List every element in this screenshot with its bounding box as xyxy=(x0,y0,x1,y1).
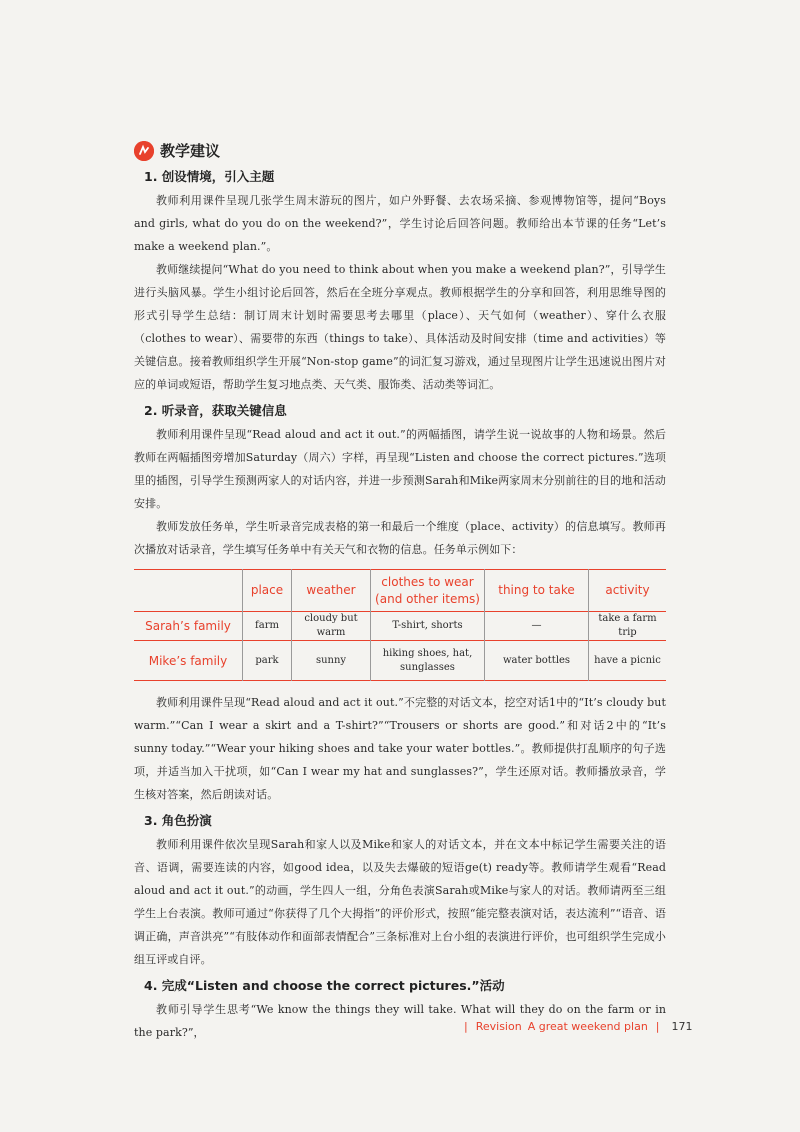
step4-paragraph-1: 教师引导学生思考“We know the things they will take. What will they do on the farm or in the park?”， xyxy=(134,1003,666,1039)
step2-heading: 2. 听录音，获取关键信息 xyxy=(144,403,287,418)
page-footer xyxy=(456,1020,693,1033)
table-cell: cloudy but warm xyxy=(292,612,371,641)
step1-paragraph-1: 教师利用课件呈现几张学生周末游玩的图片，如户外野餐、去农场采摘、参观博物馆等，提问“Boys and girls, what do you do on the weekend?”，学生讨论后回答问题。教师给出本节课的任务“Let’s make a weekend plan.”。 xyxy=(134,194,666,253)
table-row xyxy=(134,612,666,641)
table-header-cell xyxy=(134,570,243,612)
page-content xyxy=(134,140,666,1044)
table-header-cell: clothes to wear (and other items) xyxy=(371,570,485,612)
table-cell: park xyxy=(243,641,292,681)
section-title: 教学建议 xyxy=(160,142,221,160)
table-header-cell: weather xyxy=(292,570,371,612)
table-header-row xyxy=(134,570,666,612)
table-cell: have a picnic xyxy=(589,641,667,681)
table-row-header: Mike’s family xyxy=(148,653,228,668)
step3-paragraph-1: 教师利用课件依次呈现Sarah和家人以及Mike和家人的对话文本，并在文本中标记学生需要关注的语音、语调，需要连读的内容，如good idea，以及失去爆破的短语ge(t) ready等。教师请学生观看“Read aloud and act it out.”的动画，学生四人一组，分角色表演Sarah或Mike与家人的对话。教师请两至三组学生上台表演。教师可通过“你获得了几个大拇指”的评价形式，按照“能完整表演对话，表达流利”“语音、语调正确，声音洪亮”“有肢体动作和面部表情配合”三条标准对上台小组的表演进行评价，也可组织学生完成小组互评或自评。 xyxy=(134,838,666,966)
table-cell: farm xyxy=(243,612,292,641)
step4-heading: 4. 完成“Listen and choose the correct pictures.”活动 xyxy=(144,978,505,993)
table-cell: — xyxy=(485,612,589,641)
step2-paragraph-3: 教师利用课件呈现“Read aloud and act it out.”不完整的对话文本，挖空对话1中的“It’s cloudy but warm.”“Can I wear a skirt and a T-shirt?”“Trousers or shorts are good.”和对话2中的“It’s sunny today.”“Wear your hiking shoes and take your water bottles.”。教师提供打乱顺序的句子选项，并适当加入干扰项，如“Can I wear my hat and sunglasses?”，学生还原对话。教师播放录音，学生核对答案，然后朗读对话。 xyxy=(134,696,666,801)
step1-heading: 1. 创设情境，引入主题 xyxy=(144,169,275,184)
step1-paragraph-2: 教师继续提问“What do you need to think about when you make a weekend plan?”，引导学生进行头脑风暴。学生小组讨论后回答，然后在全班分享观点。教师根据学生的分享和回答，利用思维导图的形式引导学生总结：制订周末计划时需要思考去哪里（place）、天气如何（weather）、穿什么衣服（clothes to wear）、需要带的东西（things to take）、具体活动及时间安排（time and activities）等关键信息。接着教师组织学生开展“Non-stop game”的词汇复习游戏，通过呈现图片让学生迅速说出图片对应的单词或短语，帮助学生复习地点类、天气类、服饰类、活动类等词汇。 xyxy=(134,263,666,391)
table-header-cell: thing to take xyxy=(485,570,589,612)
table-header-cell: activity xyxy=(589,570,667,612)
table-cell: take a farm trip xyxy=(589,612,667,641)
footer-title: A great weekend plan xyxy=(527,1020,648,1033)
table-header-cell: place xyxy=(243,570,292,612)
step2-paragraph-2: 教师发放任务单，学生听录音完成表格的第一和最后一个维度（place、activity）的信息填写。教师再次播放对话录音，学生填写任务单中有关天气和衣物的信息。任务单示例如下： xyxy=(134,520,666,556)
teaching-suggestion-icon xyxy=(134,141,154,161)
table-cell: water bottles xyxy=(485,641,589,681)
task-sheet-table xyxy=(134,569,666,681)
footer-unit: Revision xyxy=(475,1020,522,1033)
table-cell: hiking shoes, hat, sunglasses xyxy=(371,641,485,681)
footer-divider: | xyxy=(464,1020,468,1033)
table-cell: sunny xyxy=(292,641,371,681)
table-row-header: Sarah’s family xyxy=(145,619,231,633)
step3-heading: 3. 角色扮演 xyxy=(144,813,212,828)
table-cell: T-shirt, shorts xyxy=(371,612,485,641)
step2-paragraph-1: 教师利用课件呈现“Read aloud and act it out.”的两幅插图，请学生说一说故事的人物和场景。然后教师在两幅插图旁增加Saturday（周六）字样，再呈现“Listen and choose the correct pictures.”选项里的插图，引导学生预测两家人的对话内容，并进一步预测Sarah和Mike两家周末分别前往的目的地和活动安排。 xyxy=(134,428,666,510)
page-number: 171 xyxy=(671,1020,693,1033)
table-row xyxy=(134,641,666,681)
footer-divider: | xyxy=(655,1020,660,1033)
section-header xyxy=(134,140,666,161)
